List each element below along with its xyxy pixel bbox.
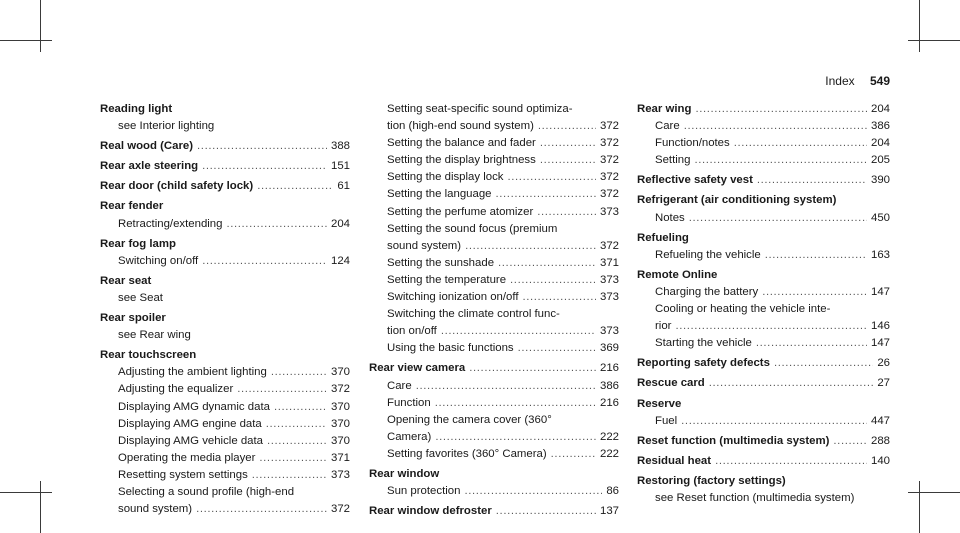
entry-text: Setting the sunshade [387,256,495,269]
entry-text: Function/notes [655,137,730,150]
page-reference: 147 [870,337,890,350]
index-column-1 [100,101,350,521]
dot-leader [435,395,596,412]
entry-text: Function [387,396,431,409]
index-entry [637,267,890,352]
entry-text: Rear wing [637,103,692,115]
entry-text: Reading light [100,103,173,115]
page-reference: 26 [877,357,890,370]
index-subentry [369,446,619,463]
entry-text: Setting the perfume atomizer [387,205,534,218]
index-entry [369,503,619,520]
index-subentry [369,272,619,289]
index-column-3 [637,101,890,510]
index-subentry [369,340,619,357]
crop-mark [0,40,52,41]
index-entry [100,310,350,344]
index-subentry [637,247,890,264]
entry-text: Rear seat [100,274,152,287]
page-reference: 370 [330,400,350,413]
dot-leader [551,446,596,463]
dot-leader [537,204,596,221]
index-subentry [369,378,619,395]
index-subentry [369,204,619,221]
index-subentry [100,253,350,270]
index-term [637,172,890,189]
dot-leader [496,503,596,520]
page-reference: 140 [870,454,890,467]
page-reference: 373 [599,205,619,218]
entry-text: Notes [655,211,685,224]
index-term [637,433,890,450]
dot-leader [267,433,327,450]
entry-text: Camera) [387,430,432,443]
entry-text: Starting the vehicle [655,337,752,350]
page-reference: 204 [330,217,350,230]
dot-leader [518,340,596,357]
dot-leader [756,335,867,352]
entry-text: Setting the temperature [387,273,507,286]
page-reference: 146 [870,320,890,333]
entry-text: Adjusting the equalizer [118,383,234,396]
entry-text: Displaying AMG vehicle data [118,434,263,447]
page-reference: 372 [599,171,619,184]
dot-leader [226,216,327,233]
entry-text: Setting the language [387,188,492,201]
page-reference: 216 [599,362,619,375]
page-reference: 222 [599,447,619,460]
index-subentry [637,135,890,152]
crop-mark [908,40,960,41]
index-entry [637,101,890,169]
index-subentry [100,416,350,433]
page-reference: 372 [330,503,350,516]
index-subentry [100,399,350,416]
index-subentry [369,169,619,186]
page-reference: 373 [599,291,619,304]
index-entry [369,101,619,357]
page-reference: 447 [870,414,890,427]
index-subentry [100,216,350,233]
dot-leader [681,413,867,430]
page-reference: 371 [330,451,350,464]
page-reference: 386 [599,379,619,392]
index-entry [637,192,890,226]
entry-text: Setting the sound focus (premium [387,222,558,235]
entry-text: Fuel [655,414,678,427]
page-reference: 369 [599,342,619,355]
entry-text: Setting seat-specific sound optimiza- [387,103,573,115]
entry-text: Selecting a sound profile (high-end [118,485,295,498]
index-term [369,503,619,520]
dot-leader [694,152,867,169]
index-entry [637,375,890,392]
index-subentry [100,118,350,135]
index-term [100,310,350,327]
index-subentry [100,433,350,450]
page-reference: 450 [870,211,890,224]
index-term [100,347,350,364]
dot-leader [435,429,596,446]
entry-text: Cooling or heating the vehicle inte- [655,303,831,316]
dot-leader [266,416,327,433]
entry-text: Reserve [637,397,682,410]
dot-leader [715,453,867,470]
index-subentry [637,301,890,318]
index-term [637,375,890,392]
index-term [637,230,890,247]
crop-mark [40,0,41,52]
page-reference: 204 [870,103,890,115]
crop-mark [919,0,920,52]
crop-mark [40,481,41,533]
index-entry [100,236,350,270]
entry-text: Rear view camera [369,362,466,375]
index-term [637,396,890,413]
entry-text: see Rear wing [118,329,191,342]
dot-leader [709,375,874,392]
index-subentry [637,335,890,352]
index-term [100,158,350,175]
entry-text: tion (high-end sound system) [387,120,534,133]
dot-leader [271,364,327,381]
page-reference: 386 [870,120,890,133]
dot-leader [202,253,327,270]
index-subentry [369,152,619,169]
dot-leader [695,101,867,118]
dot-leader [508,169,596,186]
page-reference: 373 [599,325,619,338]
index-subentry [637,152,890,169]
page-reference: 86 [606,485,619,498]
index-subentry [100,484,350,501]
dot-leader [734,135,867,152]
page-reference: 388 [330,140,350,153]
page-reference: 373 [599,273,619,286]
crop-mark [919,481,920,533]
page-reference: 288 [870,434,890,447]
crop-mark [0,492,52,493]
entry-text: Care [387,379,412,392]
dot-leader [469,360,596,377]
entry-text: Rear door (child safety lock) [100,180,254,193]
entry-text: Real wood (Care) [100,140,194,153]
index-subentry [369,323,619,340]
entry-text: Using the basic functions [387,342,514,355]
index-subentry [369,306,619,323]
index-subentry [100,364,350,381]
index-entry [637,355,890,372]
page-reference: 373 [330,468,350,481]
page-header [825,74,890,88]
dot-leader [523,289,596,306]
index-entry [637,230,890,264]
dot-leader [202,158,327,175]
entry-text: Adjusting the ambient lighting [118,366,267,379]
index-term [637,473,890,490]
entry-text: Rescue card [637,377,705,390]
index-subentry [369,238,619,255]
index-entry [100,273,350,307]
index-term [637,453,890,470]
dot-leader [684,118,867,135]
page-reference: 222 [599,430,619,443]
index-entry [100,158,350,175]
page-reference: 370 [330,366,350,379]
index-subentry [369,483,619,500]
dot-leader [237,381,327,398]
entry-text: Setting favorites (360° Camera) [387,447,547,460]
index-term [100,273,350,290]
index-subentry [100,327,350,344]
index-subentry [100,501,350,518]
index-term [637,101,890,118]
page-reference: 216 [599,396,619,409]
entry-text: Opening the camera cover (360° [387,413,552,426]
entry-text: Rear spoiler [100,312,166,325]
entry-text: Switching on/off [118,254,199,267]
entry-text: Remote Online [637,268,718,281]
entry-text: Reset function (multimedia system) [637,434,830,447]
page-reference: 370 [330,434,350,447]
index-term [100,101,350,118]
dot-leader [496,186,596,203]
entry-text: Setting the display brightness [387,154,536,167]
entry-text: see Seat [118,291,163,304]
page-reference: 372 [599,120,619,133]
index-term [100,178,350,195]
entry-text: Resetting system settings [118,468,248,481]
index-entry [369,466,619,500]
index-entry [637,473,890,507]
index-term [637,192,890,209]
index-subentry [100,450,350,467]
entry-text: Refueling the vehicle [655,248,761,261]
entry-text: sound system) [387,239,462,252]
index-subentry [637,284,890,301]
page-reference: 27 [877,377,890,390]
index-subentry [637,210,890,227]
entry-text: Rear window defroster [369,505,492,518]
entry-text: sound system) [118,503,193,516]
entry-text: Refrigerant (air conditioning system) [637,194,837,207]
index-entry [637,433,890,450]
index-entry [100,347,350,518]
index-column-2 [369,101,619,523]
entry-text: Residual heat [637,454,712,467]
dot-leader [196,501,327,518]
page-reference: 124 [330,254,350,267]
entry-text: Rear window [369,467,440,480]
dot-leader [762,284,867,301]
index-entry [100,178,350,195]
entry-text: Displaying AMG dynamic data [118,400,270,413]
entry-text: rior [655,320,672,333]
index-subentry [369,255,619,272]
dot-leader [757,172,867,189]
page-reference: 372 [599,239,619,252]
index-subentry [637,318,890,335]
crop-mark [908,492,960,493]
entry-text: Setting [655,154,691,167]
dot-leader [274,399,327,416]
index-subentry [637,490,890,507]
index-term [100,138,350,155]
entry-text: Reporting safety defects [637,357,770,370]
index-entry [637,172,890,189]
page-reference: 61 [337,180,350,193]
entry-text: Refueling [637,231,689,244]
page-number: 549 [869,74,890,88]
entry-text: tion on/off [387,325,437,338]
index-term [369,466,619,483]
index-entry [100,101,350,135]
index-subentry [369,289,619,306]
index-term [100,236,350,253]
page-reference: 372 [599,154,619,167]
index-subentry [369,101,619,118]
index-subentry [637,118,890,135]
dot-leader [464,483,602,500]
dot-leader [252,467,327,484]
entry-text: see Interior lighting [118,120,215,133]
entry-text: Setting the balance and fader [387,137,536,150]
dot-leader [416,378,596,395]
index-term [100,198,350,215]
dot-leader [510,272,596,289]
entry-text: see Reset function (multimedia system) [655,491,855,504]
dot-leader [498,255,596,272]
page-reference: 372 [599,137,619,150]
index-term [637,267,890,284]
index-subentry [100,381,350,398]
dot-leader [197,138,327,155]
dot-leader [689,210,867,227]
entry-text: Retracting/extending [118,217,223,230]
dot-leader [675,318,867,335]
index-subentry [369,221,619,238]
entry-text: Switching the climate control func- [387,308,560,321]
page-reference: 390 [870,174,890,187]
entry-text: Operating the media player [118,451,256,464]
header-label: Index [825,74,855,88]
entry-text: Setting the display lock [387,171,504,184]
page-reference: 147 [870,285,890,298]
entry-text: Charging the battery [655,285,759,298]
page-reference: 370 [330,417,350,430]
index-entry [369,360,619,463]
index-subentry [369,135,619,152]
entry-text: Displaying AMG engine data [118,417,262,430]
entry-text: Switching ionization on/off [387,291,519,304]
dot-leader [765,247,867,264]
dot-leader [441,323,596,340]
index-entry [637,396,890,430]
page-reference: 205 [870,154,890,167]
entry-text: Rear fog lamp [100,237,176,250]
index-subentry [100,290,350,307]
dot-leader [540,152,596,169]
dot-leader [259,450,327,467]
entry-text: Sun protection [387,485,461,498]
dot-leader [540,135,596,152]
page-reference: 371 [599,256,619,269]
index-subentry [369,186,619,203]
entry-text: Rear touchscreen [100,349,197,362]
index-entry [100,198,350,232]
entry-text: Rear axle steering [100,160,199,173]
entry-text: Reflective safety vest [637,174,753,187]
entry-text: Care [655,120,680,133]
dot-leader [257,178,333,195]
index-subentry [369,395,619,412]
index-entry [637,453,890,470]
dot-leader [538,118,596,135]
page-reference: 372 [599,188,619,201]
index-term [369,360,619,377]
entry-text: Restoring (factory settings) [637,474,786,487]
page-reference: 151 [330,160,350,173]
dot-leader [833,433,867,450]
page-reference: 137 [599,505,619,518]
index-term [637,355,890,372]
page-reference: 372 [330,383,350,396]
entry-text: Rear fender [100,200,164,213]
index-subentry [369,412,619,429]
dot-leader [465,238,596,255]
page-reference: 204 [870,137,890,150]
page-reference: 163 [870,248,890,261]
index-subentry [100,467,350,484]
index-subentry [369,429,619,446]
index-subentry [369,118,619,135]
index-subentry [637,413,890,430]
dot-leader [774,355,873,372]
index-entry [100,138,350,155]
